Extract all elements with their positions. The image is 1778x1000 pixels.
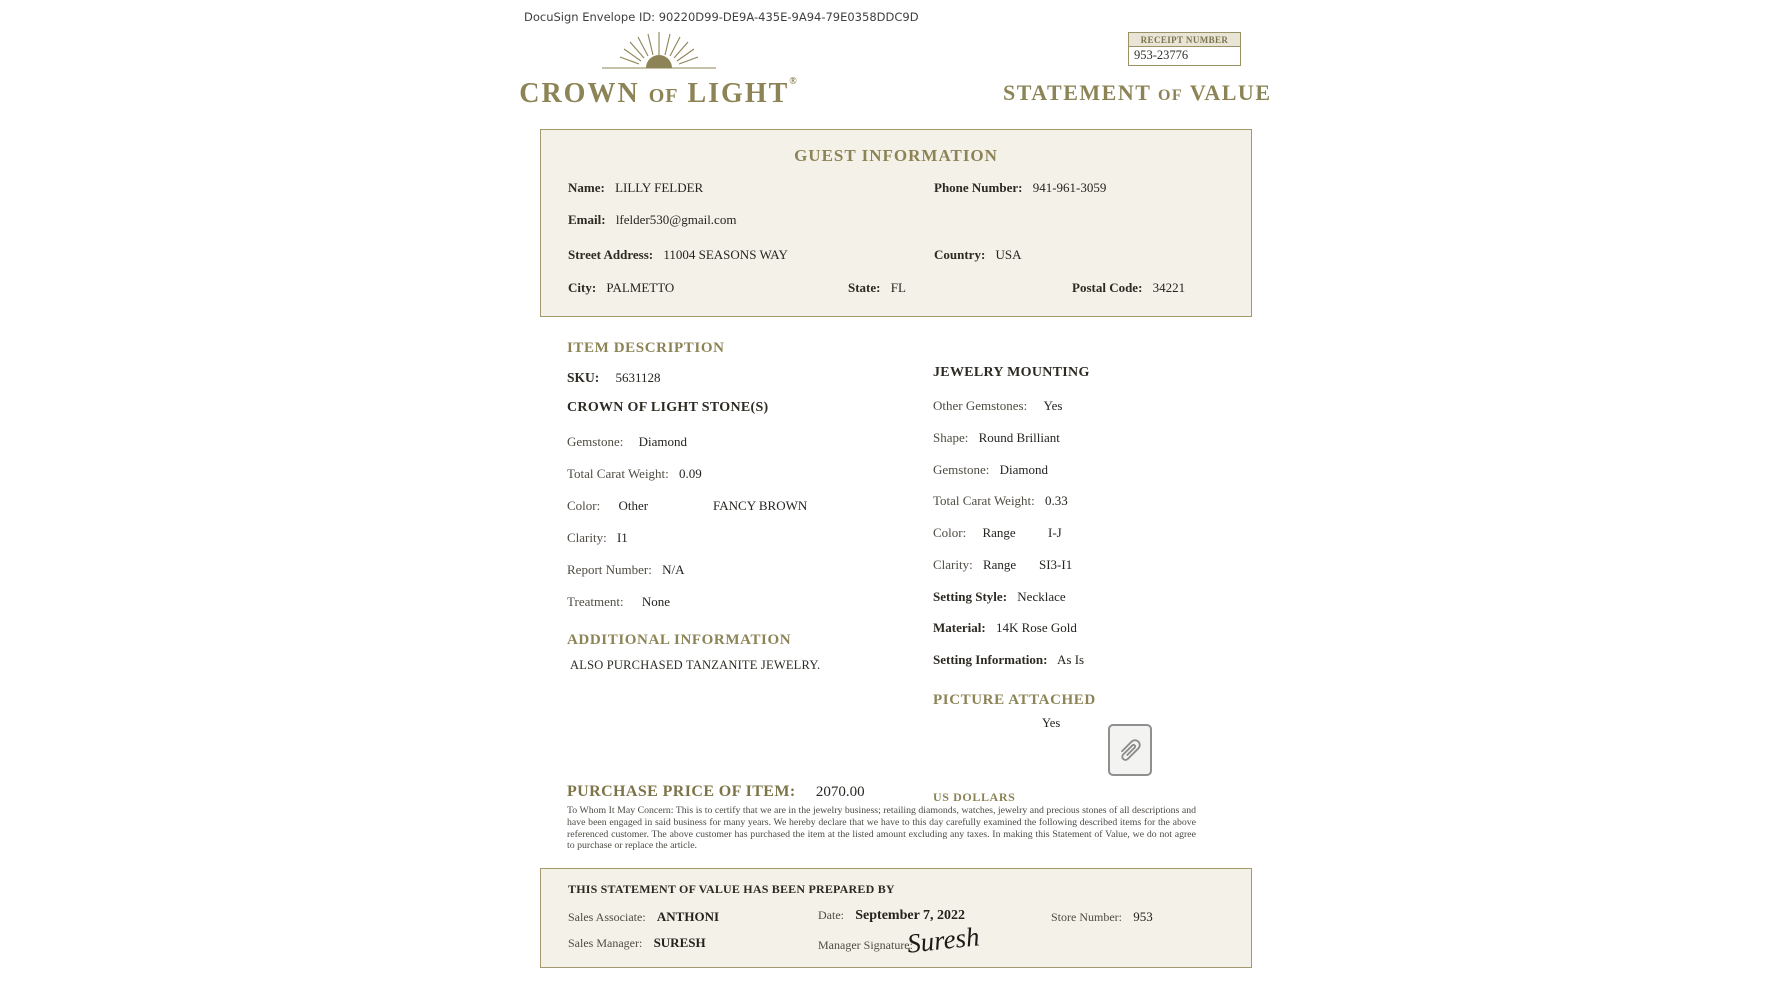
guest-street-label: Street Address: [568,247,654,262]
guest-name-field [568,180,703,196]
receipt-number-box [1128,32,1241,66]
guest-phone-field [934,180,1106,196]
jewelry-mounting-title: JEWELRY MOUNTING [933,365,1090,380]
prepared-by-title: THIS STATEMENT OF VALUE HAS BEEN PREPARED BY [568,882,895,896]
stone-carat-value: 0.09 [679,466,702,481]
title-word-of: OF [1157,87,1184,104]
sales-associate-label: Sales Associate: [568,910,646,924]
mounting-setting-info-label: Setting Information: [933,652,1048,667]
mounting-clarity-value: Range [982,557,1017,572]
guest-phone-value: 941-961-3059 [1032,180,1107,195]
mounting-other-gemstones-label: Other Gemstones: [933,398,1028,413]
prepared-by-panel [540,868,1252,968]
receipt-number-value: 953-23776 [1128,47,1241,66]
mounting-material-label: Material: [933,620,986,635]
currency-label: US DOLLARS [933,790,1016,804]
stone-clarity-field [567,530,628,546]
stone-treatment-field [567,594,670,610]
guest-city-field [568,280,674,296]
store-number-value: 953 [1133,909,1153,924]
purchase-price-field [567,783,865,801]
item-sku-label: SKU: [567,370,600,385]
mounting-material-value: 14K Rose Gold [995,620,1077,635]
stone-gemstone-label: Gemstone: [567,434,624,449]
item-sku-value: 5631128 [615,370,661,385]
brand-logo [518,30,800,110]
mounting-color-field [933,525,1062,541]
picture-attached-yes: Yes [1042,716,1061,730]
guest-country-field [934,247,1022,263]
mounting-other-gemstones-field [933,398,1062,414]
stone-color-label: Color: [567,498,601,513]
manager-signature-label: Manager Signature: [818,938,913,952]
guest-city-value: PALMETTO [606,280,675,295]
mounting-clarity-label: Clarity: [933,557,973,572]
date-field [818,907,965,924]
mounting-clarity-range: SI3-I1 [1039,557,1073,572]
guest-name-value: LILLY FELDER [615,180,704,195]
guest-state-value: FL [890,280,906,295]
purchase-price-value: 2070.00 [815,784,865,800]
stone-treatment-label: Treatment: [567,594,624,609]
mounting-setting-style-value: Necklace [1017,589,1066,604]
stone-color-value: Other [618,498,649,513]
stone-color-detail: FANCY BROWN [713,498,808,513]
guest-street-field [568,247,788,263]
additional-information-title: ADDITIONAL INFORMATION [567,632,792,648]
document-title [1003,80,1272,106]
item-sku-field [567,370,661,386]
mounting-color-value: Range [982,525,1016,540]
stones-heading: CROWN OF LIGHT STONE(S) [567,400,769,415]
guest-name-label: Name: [568,180,605,195]
paperclip-icon [1111,731,1149,769]
stone-carat-label: Total Carat Weight: [567,466,669,481]
mounting-setting-info-field [933,652,1084,668]
guest-email-label: Email: [568,212,606,227]
manager-signature-script: Suresh [905,921,981,959]
stone-report-label: Report Number: [567,562,652,577]
stone-clarity-value: I1 [616,530,628,545]
guest-email-value: lfelder530@gmail.com [615,212,737,227]
additional-information-note: ALSO PURCHASED TANZANITE JEWELRY. [570,658,821,672]
sales-manager-label: Sales Manager: [568,936,643,950]
guest-postal-field [1072,280,1185,296]
guest-information-panel [540,129,1252,317]
item-description-title: ITEM DESCRIPTION [567,340,725,356]
brand-name [518,76,800,110]
date-value: September 7, 2022 [855,908,966,923]
guest-information-title: GUEST INFORMATION [794,146,998,165]
mounting-shape-value: Round Brilliant [978,430,1060,445]
mounting-shape-field [933,430,1060,446]
title-word-value: VALUE [1189,80,1272,105]
mounting-carat-label: Total Carat Weight: [933,493,1035,508]
guest-email-field [568,212,736,228]
registered-mark: ® [789,76,799,87]
docusign-envelope-id: DocuSign Envelope ID: 90220D99-DE9A-435E-9A94-79E0358DDC9D [524,10,919,24]
sales-manager-field [568,935,706,951]
guest-postal-value: 34221 [1152,280,1186,295]
title-word-statement: STATEMENT [1003,80,1151,105]
mounting-clarity-field [933,557,1073,573]
sunburst-icon [584,30,734,76]
mounting-carat-value: 0.33 [1045,493,1068,508]
brand-word-crown: CROWN [519,78,640,109]
guest-state-label: State: [848,280,881,295]
mounting-other-gemstones-value: Yes [1043,398,1063,413]
sales-associate-value: ANTHONI [656,909,720,924]
picture-attached-title: PICTURE ATTACHED [933,692,1096,708]
guest-state-field [848,280,906,296]
mounting-gemstone-field [933,462,1048,478]
guest-country-value: USA [995,247,1022,262]
manager-signature-field [818,937,921,953]
stone-gemstone-value: Diamond [638,434,687,449]
mounting-setting-style-label: Setting Style: [933,589,1008,604]
attachment-button[interactable] [1108,724,1152,776]
stone-color-field [567,498,808,514]
mounting-setting-info-value: As Is [1057,652,1085,667]
store-number-label: Store Number: [1051,910,1122,924]
sales-associate-field [568,909,719,925]
guest-country-label: Country: [934,247,986,262]
purchase-price-label: PURCHASE PRICE OF ITEM: [567,783,796,800]
stone-report-field [567,562,684,578]
store-number-field [1051,909,1153,925]
guest-phone-label: Phone Number: [934,180,1023,195]
guest-street-value: 11004 SEASONS WAY [663,247,788,262]
receipt-number-label: RECEIPT NUMBER [1128,32,1241,47]
mounting-gemstone-value: Diamond [999,462,1048,477]
stone-carat-field [567,466,702,482]
picture-attached-value [1042,715,1060,731]
stone-gemstone-field [567,434,687,450]
date-label: Date: [818,908,844,922]
guest-city-label: City: [568,280,597,295]
brand-word-of: OF [648,85,679,107]
guest-postal-label: Postal Code: [1072,280,1143,295]
mounting-gemstone-label: Gemstone: [933,462,990,477]
mounting-setting-style-field [933,589,1066,605]
mounting-color-range: I-J [1048,525,1062,540]
mounting-carat-field [933,493,1068,509]
stone-clarity-label: Clarity: [567,530,607,545]
mounting-material-field [933,620,1077,636]
mounting-shape-label: Shape: [933,430,969,445]
mounting-color-label: Color: [933,525,967,540]
stone-report-value: N/A [662,562,685,577]
brand-word-light: LIGHT [687,78,790,109]
stone-treatment-value: None [641,594,670,609]
legal-disclaimer: To Whom It May Concern: This is to certify that we are in the jewelry business; retailing diamonds, watches, jewelry and precious stones of all descriptions and have been engaged in said business for many years. We hereby declare that we have to this day carefully examined the following described items for the above referenced customer. The above customer has purchased the item at the listed amount excluding any taxes. In making this Statement of Value, we do not agree to purchase or replace the article. [567,805,1196,852]
sales-manager-value: SURESH [653,935,706,950]
